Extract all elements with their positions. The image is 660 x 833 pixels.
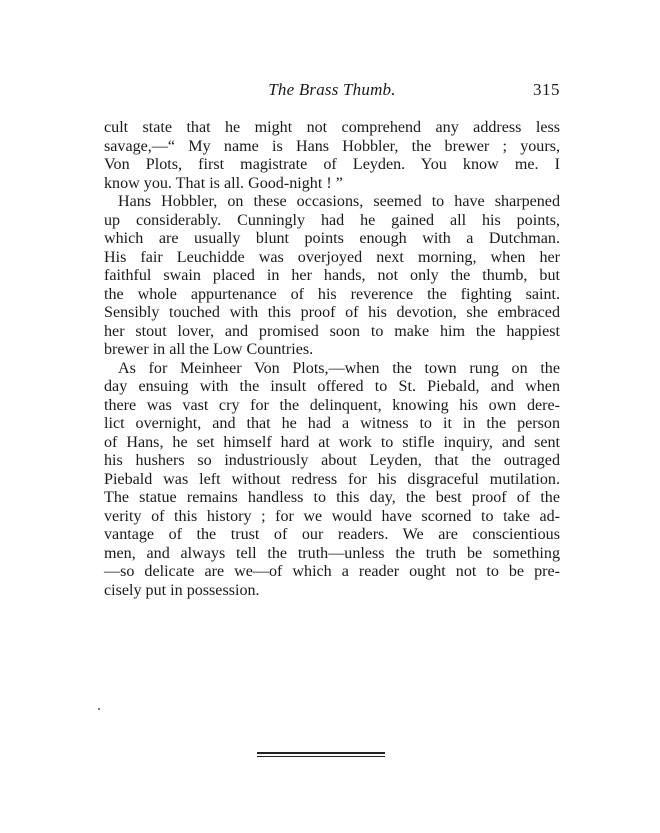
text-line: cult state that he might not comprehend any address less: [104, 119, 560, 136]
text-line: up considerably. Cunningly had he gained all his points,: [104, 211, 560, 229]
text-line: day ensuing with the insult offered to St. Piebald, and when: [104, 378, 560, 395]
text-line: savage,—“ My name is Hans Hobbler, the brewer ; yours,: [104, 137, 560, 155]
text-line: verity of this history ; for we would have scorned to take ad-: [104, 507, 560, 525]
body-text: [104, 119, 560, 600]
text-line: cisely put in possession.: [104, 581, 260, 599]
print-speck: [98, 708, 100, 710]
text-line: of Hans, he set himself hard at work to stifle inquiry, and sent: [104, 433, 560, 451]
text-line: lict overnight, and that he had a witness to it in the person: [104, 415, 560, 432]
text-line: His fair Leuchidde was overjoyed next morning, when her: [104, 248, 560, 266]
running-head: [104, 80, 560, 102]
text-line: —so delicate are we—of which a reader ought not to be pre-: [104, 563, 560, 580]
text-line: vantage of the trust of our readers. We are conscientious: [104, 526, 560, 543]
text-line: Sensibly touched with this proof of his devotion, she embraced: [104, 304, 560, 321]
text-line: which are usually blunt points enough with a Dutchman.: [104, 230, 560, 247]
text-line: her stout lover, and promised soon to make him the happiest: [104, 322, 560, 340]
text-line: his hushers so industriously about Leyden, that the outraged: [104, 452, 560, 469]
text-line: Von Plots, first magistrate of Leyden. You know me. I: [104, 156, 560, 173]
text-line: The statue remains handless to this day, the best proof of the: [104, 489, 560, 506]
rule-line-bottom: [257, 756, 385, 757]
text-line: brewer in all the Low Countries.: [104, 341, 314, 358]
text-line: there was vast cry for the delinquent, knowing his own dere-: [104, 396, 560, 414]
text-line: the whole appurtenance of his reverence the fighting saint.: [104, 285, 560, 303]
text-line: Hans Hobbler, on these occasions, seemed to have sharpened: [118, 193, 560, 210]
text-line: men, and always tell the truth—unless the truth be something: [104, 544, 560, 562]
text-line: Piebald was left without redress for his disgraceful mutilation.: [104, 470, 560, 488]
text-line: faithful swain placed in her hands, not only the thumb, but: [104, 267, 560, 284]
rule-line-top: [257, 752, 385, 754]
running-title: The Brass Thumb.: [268, 80, 396, 99]
text-line: As for Meinheer Von Plots,—when the town rung on the: [118, 359, 560, 377]
text-line: know you. That is all. Good-night ! ”: [104, 174, 343, 192]
page-number: 315: [533, 80, 560, 99]
end-rule: [257, 752, 385, 758]
